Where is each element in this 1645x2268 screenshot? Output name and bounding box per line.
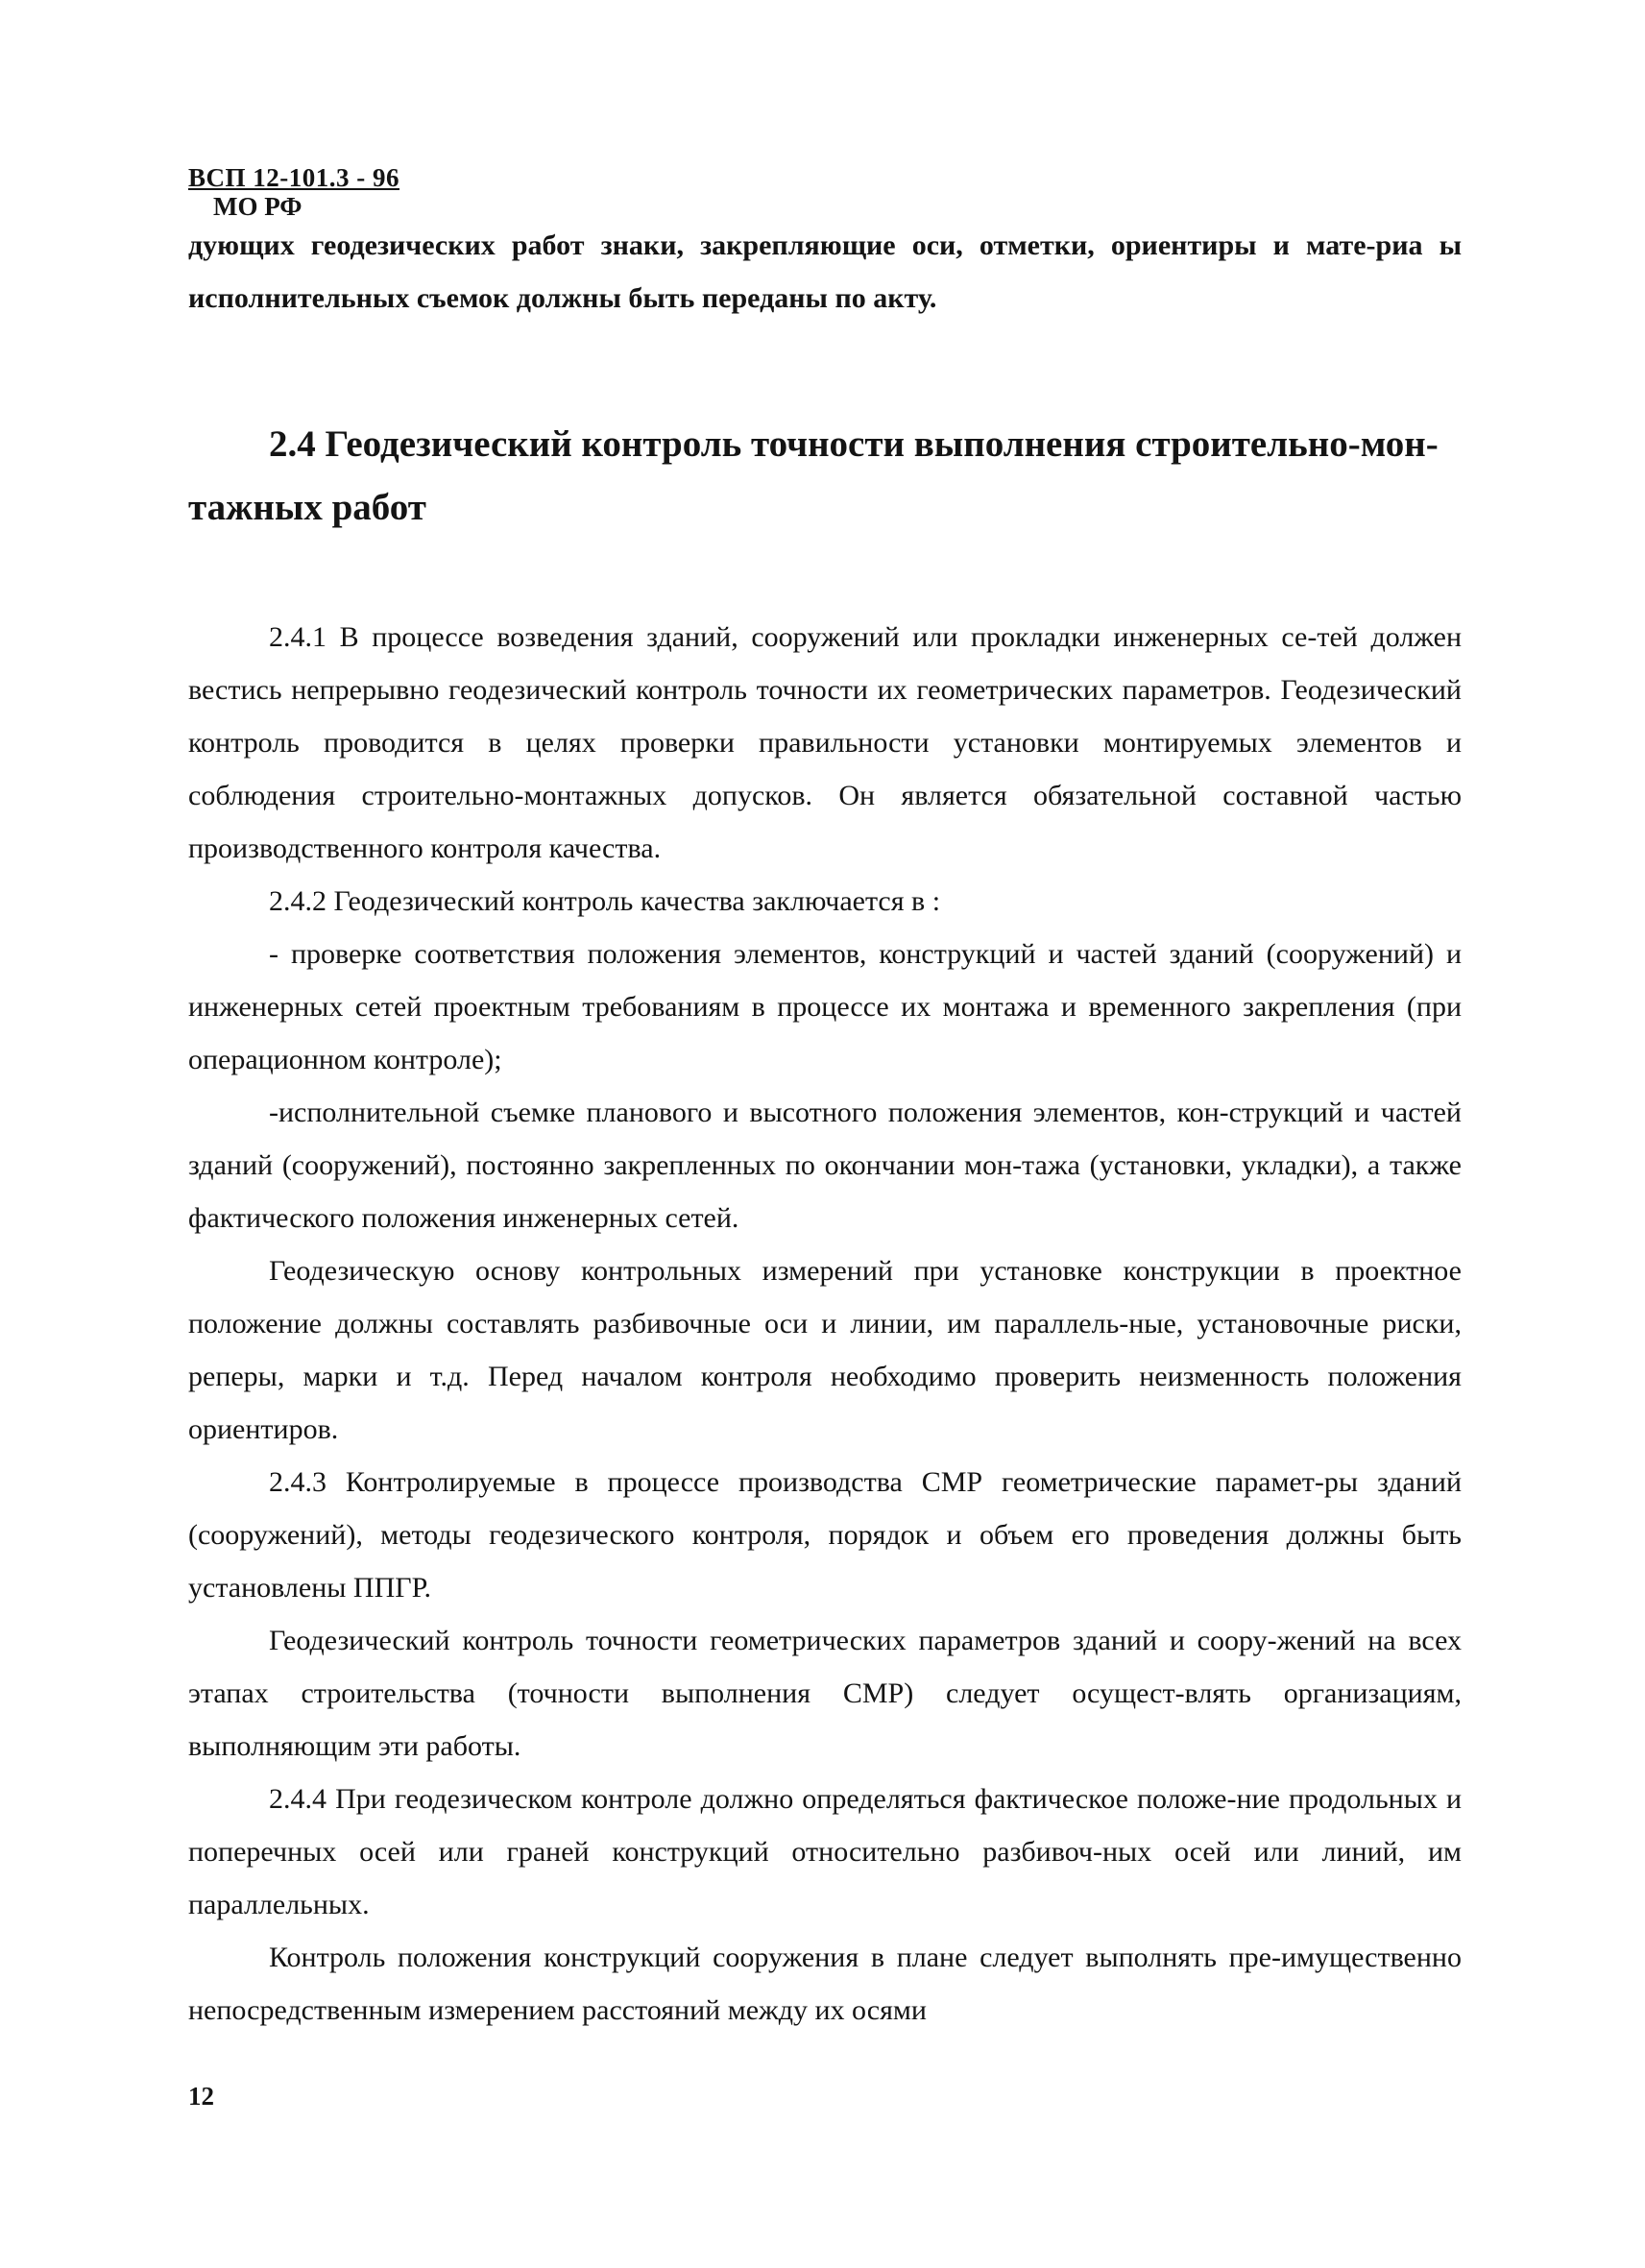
paragraph-geodetic-basis: Геодезическую основу контрольных измерений при установке конструкции в проектное положение должны составлять разбивочные оси и линии, им параллель-ные, установочные риски, реперы, марки и т.д. Перед началом контроля необходимо проверить неизменность положения ориентиров. [188,1255,1462,1445]
paragraph-plan-control: Контроль положения конструкций сооружения в плане следует выполнять пре-имущественно непосредственным измерением расстояний между их осями [188,1942,1462,2026]
paragraph-2-4-1: 2.4.1 В процессе возведения зданий, сооружений или прокладки инженерных се-тей должен вестись непрерывно геодезический контроль точности их геометрических параметров. Геодезический контроль проводится в целях проверки правильности установки монтируемых элементов и соблюдения строительно-монтажных допусков. Он является обязательной составной частью производственного контроля качества. [188,621,1462,864]
document-code: ВСП 12-101.3 - 96 [188,163,399,192]
paragraph-2-4-3: 2.4.3 Контролируемые в процессе производства СМР геометрические парамет-ры зданий (сооружений), методы геодезического контроля, порядок и объем его проведения должны быть установлены ППГР. [188,1466,1462,1604]
paragraph-2-4-2: 2.4.2 Геодезический контроль качества заключается в : [269,885,941,917]
paragraph-2-4-4: 2.4.4 При геодезическом контроле должно определяться фактическое положе-ние продольных и поперечных осей или граней конструкций относительно разбивоч-ных осей или линий, им параллельных. [188,1783,1462,1920]
list-item-check: - проверке соответствия положения элементов, конструкций и частей зданий (сооружений) и инженерных сетей проектным требованиям в процессе их монтажа и временного закрепления (при операционном контроле); [188,938,1462,1075]
section-heading: 2.4 Геодезический контроль точности выполнения строительно-мон-тажных работ [188,423,1439,528]
organization-label: МО РФ [213,192,302,221]
list-item-survey: -исполнительной съемке планового и высотного положения элементов, кон-струкций и частей зданий (сооружений), постоянно закрепленных по окончании мон-тажа (установки, укладки), а также фактического положения инженерных сетей. [188,1097,1462,1234]
page-number: 12 [188,2082,214,2111]
continuation-paragraph: дующих геодезических работ знаки, закрепляющие оси, отметки, ориентиры и мате-риа ы исполнительных съемок должны быть переданы по акту. [188,229,1462,314]
paragraph-control-accuracy: Геодезический контроль точности геометрических параметров зданий и соору-жений на всех этапах строительства (точности выполнения СМР) следует осущест-влять организациям, выполняющим эти работы. [188,1625,1462,1762]
